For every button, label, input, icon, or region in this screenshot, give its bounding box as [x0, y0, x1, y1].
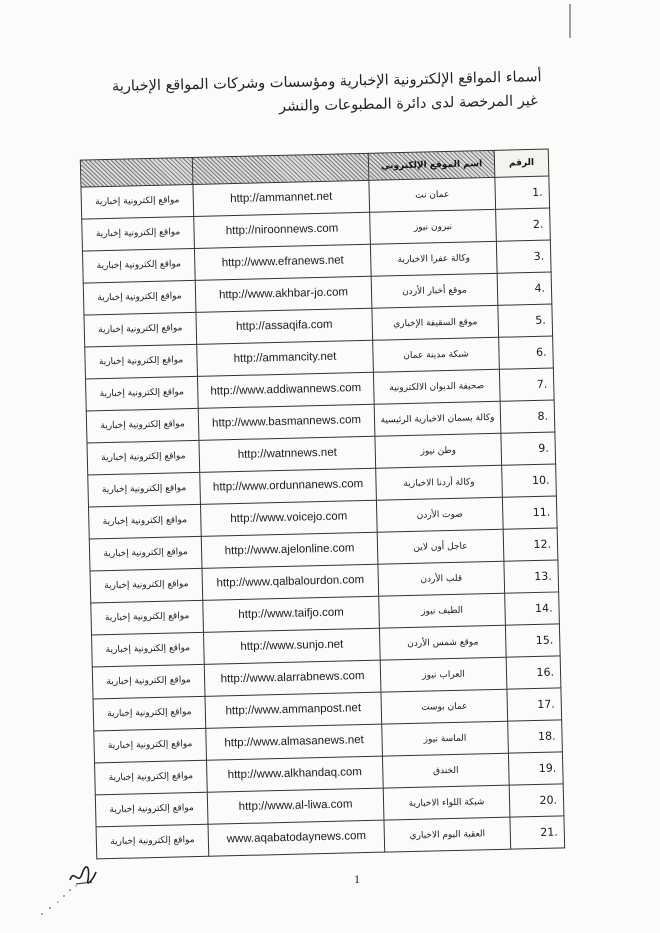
row-number: .8 — [500, 400, 555, 433]
row-site-url[interactable]: http://www.efranews.net — [194, 244, 371, 280]
row-number: .11 — [502, 496, 557, 529]
sites-table — [80, 149, 565, 860]
row-number: .19 — [508, 752, 563, 785]
row-site-url[interactable]: http://www.alarrabnews.com — [204, 660, 381, 696]
row-number: .4 — [497, 272, 552, 305]
header-type — [80, 157, 193, 187]
row-site-url[interactable]: http://www.akhbar-jo.com — [195, 276, 372, 312]
page-number: 1 — [354, 872, 360, 886]
row-number: .12 — [503, 528, 558, 561]
row-site-type: مواقع إلكترونية إخبارية — [91, 600, 204, 635]
row-number: .3 — [496, 240, 551, 273]
row-site-url[interactable]: http://assaqifa.com — [196, 308, 373, 344]
row-site-name: عمان بوست — [381, 689, 508, 724]
row-site-url[interactable]: http://ammancity.net — [197, 340, 374, 376]
row-number: .9 — [501, 432, 556, 465]
row-site-type: مواقع إلكترونية إخبارية — [96, 824, 209, 859]
row-number: .1 — [495, 176, 550, 209]
row-site-name: عمان نت — [369, 177, 496, 212]
row-site-name: العقبة اليوم الاخباري — [384, 817, 511, 852]
row-site-url[interactable]: http://www.almasanews.net — [206, 724, 383, 760]
row-number: .10 — [502, 464, 557, 497]
header-site-name: اسم الموقع الإلكتروني — [368, 150, 495, 180]
row-site-name: وكالة أردنا الاخبارية — [376, 465, 503, 500]
row-site-url[interactable]: http://www.voicejo.com — [200, 500, 377, 536]
scan-specks — [30, 880, 110, 920]
row-site-name: موقع شمس الأردن — [379, 625, 506, 660]
row-site-name: الطيف نيوز — [379, 593, 506, 628]
row-number: .14 — [505, 592, 560, 625]
row-site-name: صوت الأردن — [376, 497, 503, 532]
row-site-url[interactable]: http://www.ajelonline.com — [201, 532, 378, 568]
row-site-type: مواقع إلكترونية إخبارية — [95, 792, 208, 827]
row-site-url[interactable]: http://watnnews.net — [199, 436, 376, 472]
row-site-url[interactable]: http://www.al-liwa.com — [207, 788, 384, 824]
row-site-url[interactable]: http://www.ammanpost.net — [205, 692, 382, 728]
row-site-name: نيرون نيوز — [370, 209, 497, 244]
scan-mark-top — [560, 4, 580, 44]
row-site-type: مواقع إلكترونية إخبارية — [85, 344, 198, 379]
row-site-type: مواقع إلكترونية إخبارية — [94, 728, 207, 763]
row-site-url[interactable]: http://www.basmannews.com — [198, 404, 375, 440]
row-site-type: مواقع إلكترونية إخبارية — [88, 472, 201, 507]
row-site-name: صحيفة الديوان الالكترونية — [373, 369, 500, 404]
row-number: .2 — [496, 208, 551, 241]
row-site-type: مواقع إلكترونية إخبارية — [87, 440, 200, 475]
row-number: .18 — [508, 720, 563, 753]
row-number: .7 — [499, 368, 554, 401]
row-site-url[interactable]: http://niroonnews.com — [194, 212, 371, 248]
row-number: .6 — [499, 336, 554, 369]
row-site-name: موقع أخبار الأردن — [371, 273, 498, 308]
row-number: .21 — [510, 816, 565, 849]
row-site-type: مواقع إلكترونية إخبارية — [89, 536, 202, 571]
row-site-name: الماسة نيوز — [382, 721, 509, 756]
row-site-url[interactable]: http://www.addiwannews.com — [197, 372, 374, 408]
row-number: .20 — [509, 784, 564, 817]
row-site-name: عاجل أون لاين — [377, 529, 504, 564]
row-site-type: مواقع إلكترونية إخبارية — [92, 664, 205, 699]
row-site-type: مواقع إلكترونية إخبارية — [92, 632, 205, 667]
row-site-type: مواقع إلكترونية إخبارية — [82, 216, 195, 251]
sites-table-wrapper — [80, 149, 564, 860]
row-site-name: العراب نيوز — [380, 657, 507, 692]
row-site-name: وكالة بسمان الاخبارية الرئيسية — [374, 401, 501, 436]
row-site-type: مواقع إلكترونية إخبارية — [84, 312, 197, 347]
row-site-type: مواقع إلكترونية إخبارية — [82, 248, 195, 283]
row-site-name: قلب الأردن — [378, 561, 505, 596]
row-number: .15 — [505, 624, 560, 657]
row-site-type: مواقع إلكترونية إخبارية — [95, 760, 208, 795]
row-site-type: مواقع إلكترونية إخبارية — [85, 376, 198, 411]
row-site-name: الخندق — [382, 753, 509, 788]
header-number: الرقم — [494, 149, 549, 177]
row-site-type: مواقع إلكترونية إخبارية — [86, 408, 199, 443]
row-number: .13 — [504, 560, 559, 593]
row-site-url[interactable]: http://www.taifjo.com — [203, 596, 380, 632]
row-site-name: وكالة عفرا الاخبارية — [370, 241, 497, 276]
row-site-type: مواقع إلكترونية إخبارية — [93, 696, 206, 731]
row-number: .17 — [507, 688, 562, 721]
row-site-type: مواقع إلكترونية إخبارية — [89, 504, 202, 539]
row-site-url[interactable]: http://www.sunjo.net — [203, 628, 380, 664]
row-site-name: شبكة اللواء الاخبارية — [383, 785, 510, 820]
row-site-url[interactable]: http://ammannet.net — [193, 180, 370, 216]
row-site-url[interactable]: www.aqabatodaynews.com — [208, 820, 385, 856]
row-site-type: مواقع إلكترونية إخبارية — [81, 184, 194, 219]
table-body — [81, 176, 565, 859]
row-site-url[interactable]: http://www.alkhandaq.com — [207, 756, 384, 792]
row-site-type: مواقع إلكترونية إخبارية — [83, 280, 196, 315]
row-site-type: مواقع إلكترونية إخبارية — [90, 568, 203, 603]
row-number: .5 — [498, 304, 553, 337]
document-title-line-2: غير المرخصة لدى دائرة المطبوعات والنشر — [279, 93, 539, 115]
row-site-name: شبكة مدينة عمان — [373, 337, 500, 372]
row-number: .16 — [506, 656, 561, 689]
row-site-url[interactable]: http://www.ordunnanews.com — [200, 468, 377, 504]
row-site-url[interactable]: http://www.qalbalourdon.com — [202, 564, 379, 600]
document-title-line-1: أسماء المواقع الإلكترونية الإخبارية ومؤسسات وشركات المواقع الإخبارية — [112, 69, 543, 95]
row-site-name: موقع السقيفة الإخباري — [372, 305, 499, 340]
header-url — [192, 153, 369, 184]
row-site-name: وطن نيوز — [375, 433, 502, 468]
